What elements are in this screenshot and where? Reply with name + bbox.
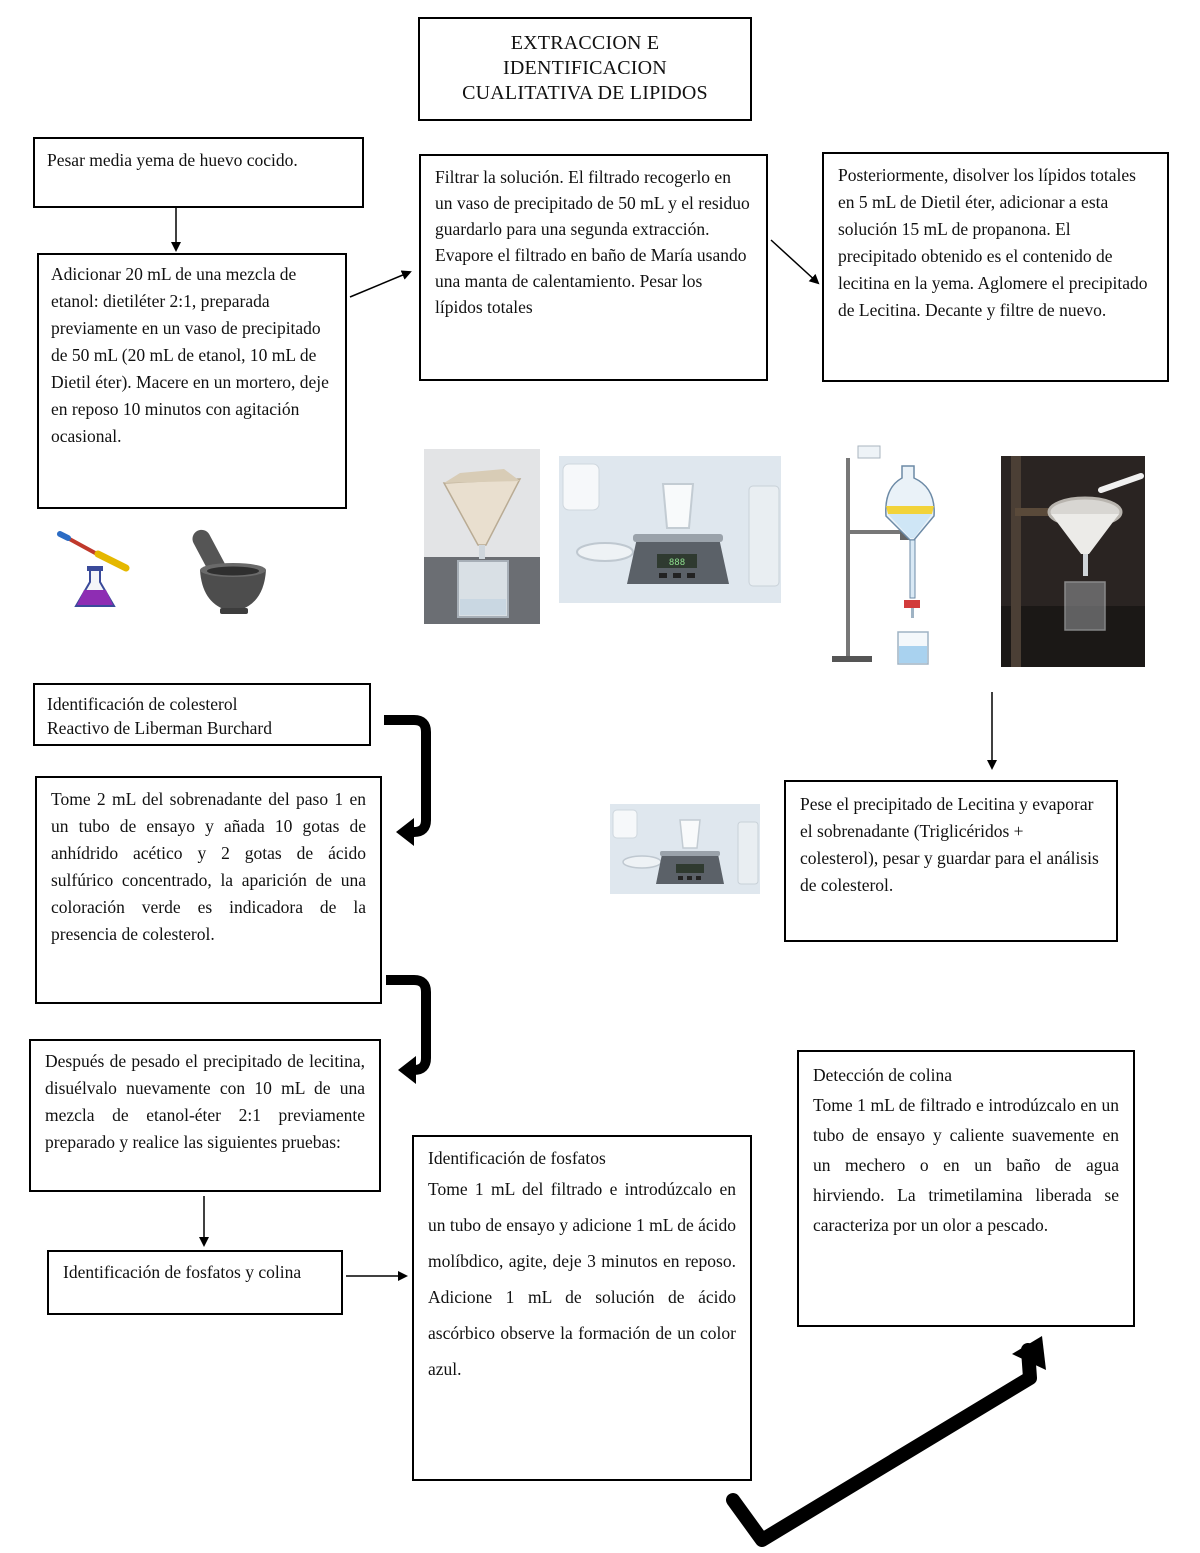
fosfatos-body: Tome 1 mL del filtrado e introdúzcalo en un tubo de ensayo y adicione 1 mL de ácido molíbdico, agite, deje 3 minutos en reposo. Adicione 1 mL de solución de ácido ascórbico observe la formación de un color azul. — [428, 1179, 736, 1379]
bold-arrow-to-colina — [733, 1336, 1046, 1540]
step-pese-text: Pese el precipitado de Lecitina y evaporar el sobrenadante (Triglicéridos + colesterol), pesar y guardar para el análisis de colesterol. — [800, 794, 1099, 895]
fosfatos-colina-text: Identificación de fosfatos y colina — [63, 1262, 302, 1282]
colesterol-title-line-2: Reactivo de Liberman Burchard — [47, 718, 272, 738]
step-adicionar-text: Adicionar 20 mL de una mezcla de etanol: dietiléter 2:1, preparada previamente en un vaso de precipitado de 50 mL (20 mL de etanol, 10 mL de Dietil éter). Macere en un mortero, deje en reposo 10 minutos con agitación ocasional. — [51, 264, 329, 446]
svg-text:888: 888 — [668, 558, 686, 568]
title-line-2: IDENTIFICACION — [503, 57, 667, 79]
step-tome2-text: Tome 2 mL del sobrenadante del paso 1 en un tubo de ensayo y añada 10 gotas de anhídrido acético y 2 gotas de ácido sulfúrico concentrado, la aparición de una coloración verde es indicadora de la presencia de colesterol. — [51, 789, 366, 944]
bold-curved-arrow-2 — [386, 980, 426, 1084]
step-filtrar-text: Filtrar la solución. El filtrado recogerlo en un vaso de precipitado de 50 mL y el residuo guardarlo para una segunda extracción. Evapore el filtrado en baño de María usando una manta de calentamiento. Pesar los lípidos totales — [435, 167, 750, 317]
arrow-filtrar-to-posteriormente — [771, 240, 818, 283]
colesterol-title-line-1: Identificación de colesterol — [47, 694, 238, 714]
colina-body: Tome 1 mL de filtrado e introdúzcalo en un tubo de ensayo y caliente suavemente en un mechero o en un baño de agua hirviendo. La trimetilamina liberada se caracteriza por un olor a pescado. — [813, 1095, 1119, 1235]
step-despues-text: Después de pesado el precipitado de lecitina, disuélvalo nuevamente con 10 mL de una mezcla de etanol-éter 2:1 previamente preparado y realice las siguientes pruebas: — [45, 1051, 365, 1152]
fosfatos-title: Identificación de fosfatos — [428, 1148, 606, 1168]
colina-title: Detección de colina — [813, 1065, 952, 1085]
title-line-3: CUALITATIVA DE LIPIDOS — [462, 82, 708, 104]
step-posteriormente-text: Posteriormente, disolver los lípidos totales en 5 mL de Dietil éter, adicionar a esta solución 15 mL de propanona. El precipitado obtenido es el contenido de lecitina en la yema. Aglomere el precipitado de Lecitina. Decante y filtre de nuevo. — [838, 165, 1148, 320]
arrow-adicionar-to-filtrar — [350, 272, 410, 297]
step-pesar-text: Pesar media yema de huevo cocido. — [47, 150, 298, 170]
bold-curved-arrow-1 — [384, 720, 426, 846]
title-line-1: EXTRACCION E — [510, 32, 660, 54]
